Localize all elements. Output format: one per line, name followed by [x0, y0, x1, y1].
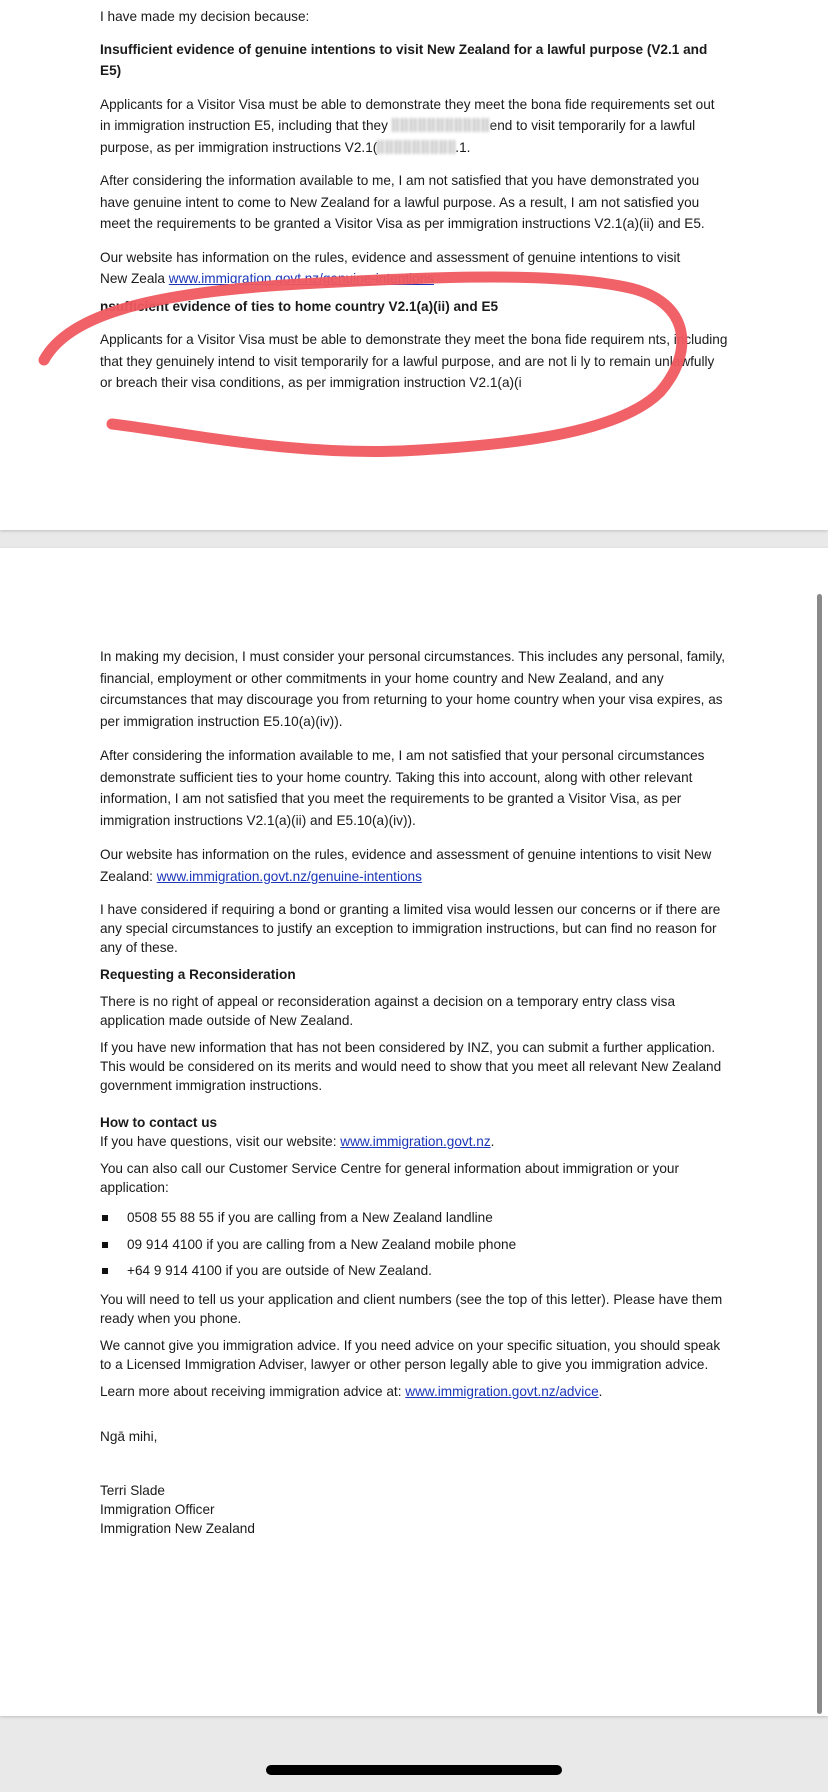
scrollbar[interactable] [817, 594, 822, 1714]
list-item: 09 914 4100 if you are calling from a New Zealand mobile phone [100, 1234, 728, 1256]
signature-name: Terri Slade [100, 1482, 165, 1498]
heading-reconsideration: Requesting a Reconsideration [100, 967, 296, 982]
page1-content [100, 6, 728, 394]
document-page-1 [0, 0, 828, 530]
document-page-2 [0, 548, 828, 1716]
paragraph-new-information: If you have new information that has not been considered by INZ, you can submit a further application. This would be considered on its merits and would need to show that you meet all relevant New Zealand government immigration instructions. [100, 1040, 722, 1093]
decision-intro: I have made my decision because: [100, 9, 310, 24]
heading-genuine-intentions: Insufficient evidence of genuine intentions to visit New Zealand for a lawful purpose (V2.1 and E5) [100, 41, 708, 78]
paragraph-website-info: Our website has information on the rules, evidence and assessment of genuine intentions to visit New Zeala www.immigration.govt.nz/genuine-intentions [100, 249, 681, 286]
paragraph-bond-consideration: I have considered if requiring a bond or granting a limited visa would lessen our concerns or if there are any special circumstances to justify an exception to immigration instructions, but can find no reason for any of these. [100, 902, 721, 955]
genuine-intentions-link-2[interactable]: www.immigration.govt.nz/genuine-intentions [156, 868, 422, 884]
redaction-blur [392, 118, 490, 132]
immigration-website-link[interactable]: www.immigration.govt.nz [340, 1134, 491, 1149]
paragraph-no-appeal: There is no right of appeal or reconsideration against a decision on a temporary entry class visa application made outside of New Zealand. [100, 994, 676, 1028]
heading-ties-home-country: nsufficient evidence of ties to home country V2.1(a)(ii) and E5 [100, 298, 499, 314]
paragraph-personal-circumstances: In making my decision, I must consider your personal circumstances. This includes any personal, family, financial, employment or other commitments in your home country and New Zealand, and any circumstances that may discourage you from returning to your home country when your visa expires, as per immigration instruction E5.10(a)(iv)). [100, 649, 726, 729]
list-item: 0508 55 88 55 if you are calling from a New Zealand landline [100, 1207, 728, 1229]
paragraph-contact-website: If you have questions, visit our website: www.immigration.govt.nz. [100, 1134, 495, 1149]
paragraph-website-info-2: Our website has information on the rules, evidence and assessment of genuine intentions to visit New Zealand: www.immigration.govt.nz/genuine-intentions [100, 847, 712, 884]
bullet-icon [102, 1242, 108, 1248]
paragraph-immigration-advice: We cannot give you immigration advice. If you need advice on your specific situation, you should speak to a Licensed Immigration Adviser, lawyer or other person legally able to give you immigration advice. [100, 1337, 721, 1372]
paragraph-learn-more: Learn more about receiving immigration advice at: www.immigration.govt.nz/advice. [100, 1383, 603, 1399]
bullet-icon [102, 1268, 108, 1274]
signature-organisation: Immigration New Zealand [100, 1520, 255, 1536]
paragraph-application-numbers: You will need to tell us your application and client numbers (see the top of this letter). Please have them ready when you phone. [100, 1291, 723, 1326]
heading-contact-us: How to contact us [100, 1115, 218, 1130]
paragraph-bona-fide: Applicants for a Visitor Visa must be able to demonstrate they meet the bona fide requirements set out in immigration instruction E5, including that they end to visit temporarily for a lawful purpose, as per immigration instructions V2.1( .1. [100, 96, 715, 155]
redaction-blur [377, 140, 455, 154]
list-item: +64 9 914 4100 if you are outside of New Zealand. [100, 1260, 728, 1282]
paragraph-insufficient-ties: After considering the information available to me, I am not satisfied that your personal circumstances demonstrate sufficient ties to your home country. Taking this into account, along with other relevant information, I am not satisfied that you meet the requirements to be granted a Visitor Visa, as per immigration instructions V2.1(a)(ii) and E5.10(a)(iv)). [100, 748, 705, 828]
genuine-intentions-link[interactable]: www.immigration.govt.nz/genuine-intentions [168, 271, 434, 286]
page2-content [100, 646, 728, 1538]
signature-title: Immigration Officer [100, 1501, 215, 1517]
paragraph-call-centre: You can also call our Customer Service Centre for general information about immigration or your application: [100, 1161, 680, 1195]
phone-list [100, 1207, 728, 1282]
signoff: Ngā mihi, [100, 1428, 158, 1444]
paragraph-not-satisfied: After considering the information available to me, I am not satisfied that you have demonstrated you have genuine intent to come to New Zealand for a lawful purpose. As a result, I am not satisfied you meet the requirements to be granted a Visitor Visa as per immigration instructions V2.1(a)(ii) and E5. [100, 173, 705, 231]
bullet-icon [102, 1215, 108, 1221]
home-indicator[interactable] [266, 1765, 562, 1775]
advice-link[interactable]: www.immigration.govt.nz/advice [405, 1383, 599, 1399]
paragraph-ties-requirements: Applicants for a Visitor Visa must be able to demonstrate they meet the bona fide requirem nts, including that they genuinely intend to visit temporarily for a lawful purpose, and are not li ly to remain unlawfully or breach their visa conditions, as per immigration instruction V2.1(a)(i [100, 332, 728, 390]
